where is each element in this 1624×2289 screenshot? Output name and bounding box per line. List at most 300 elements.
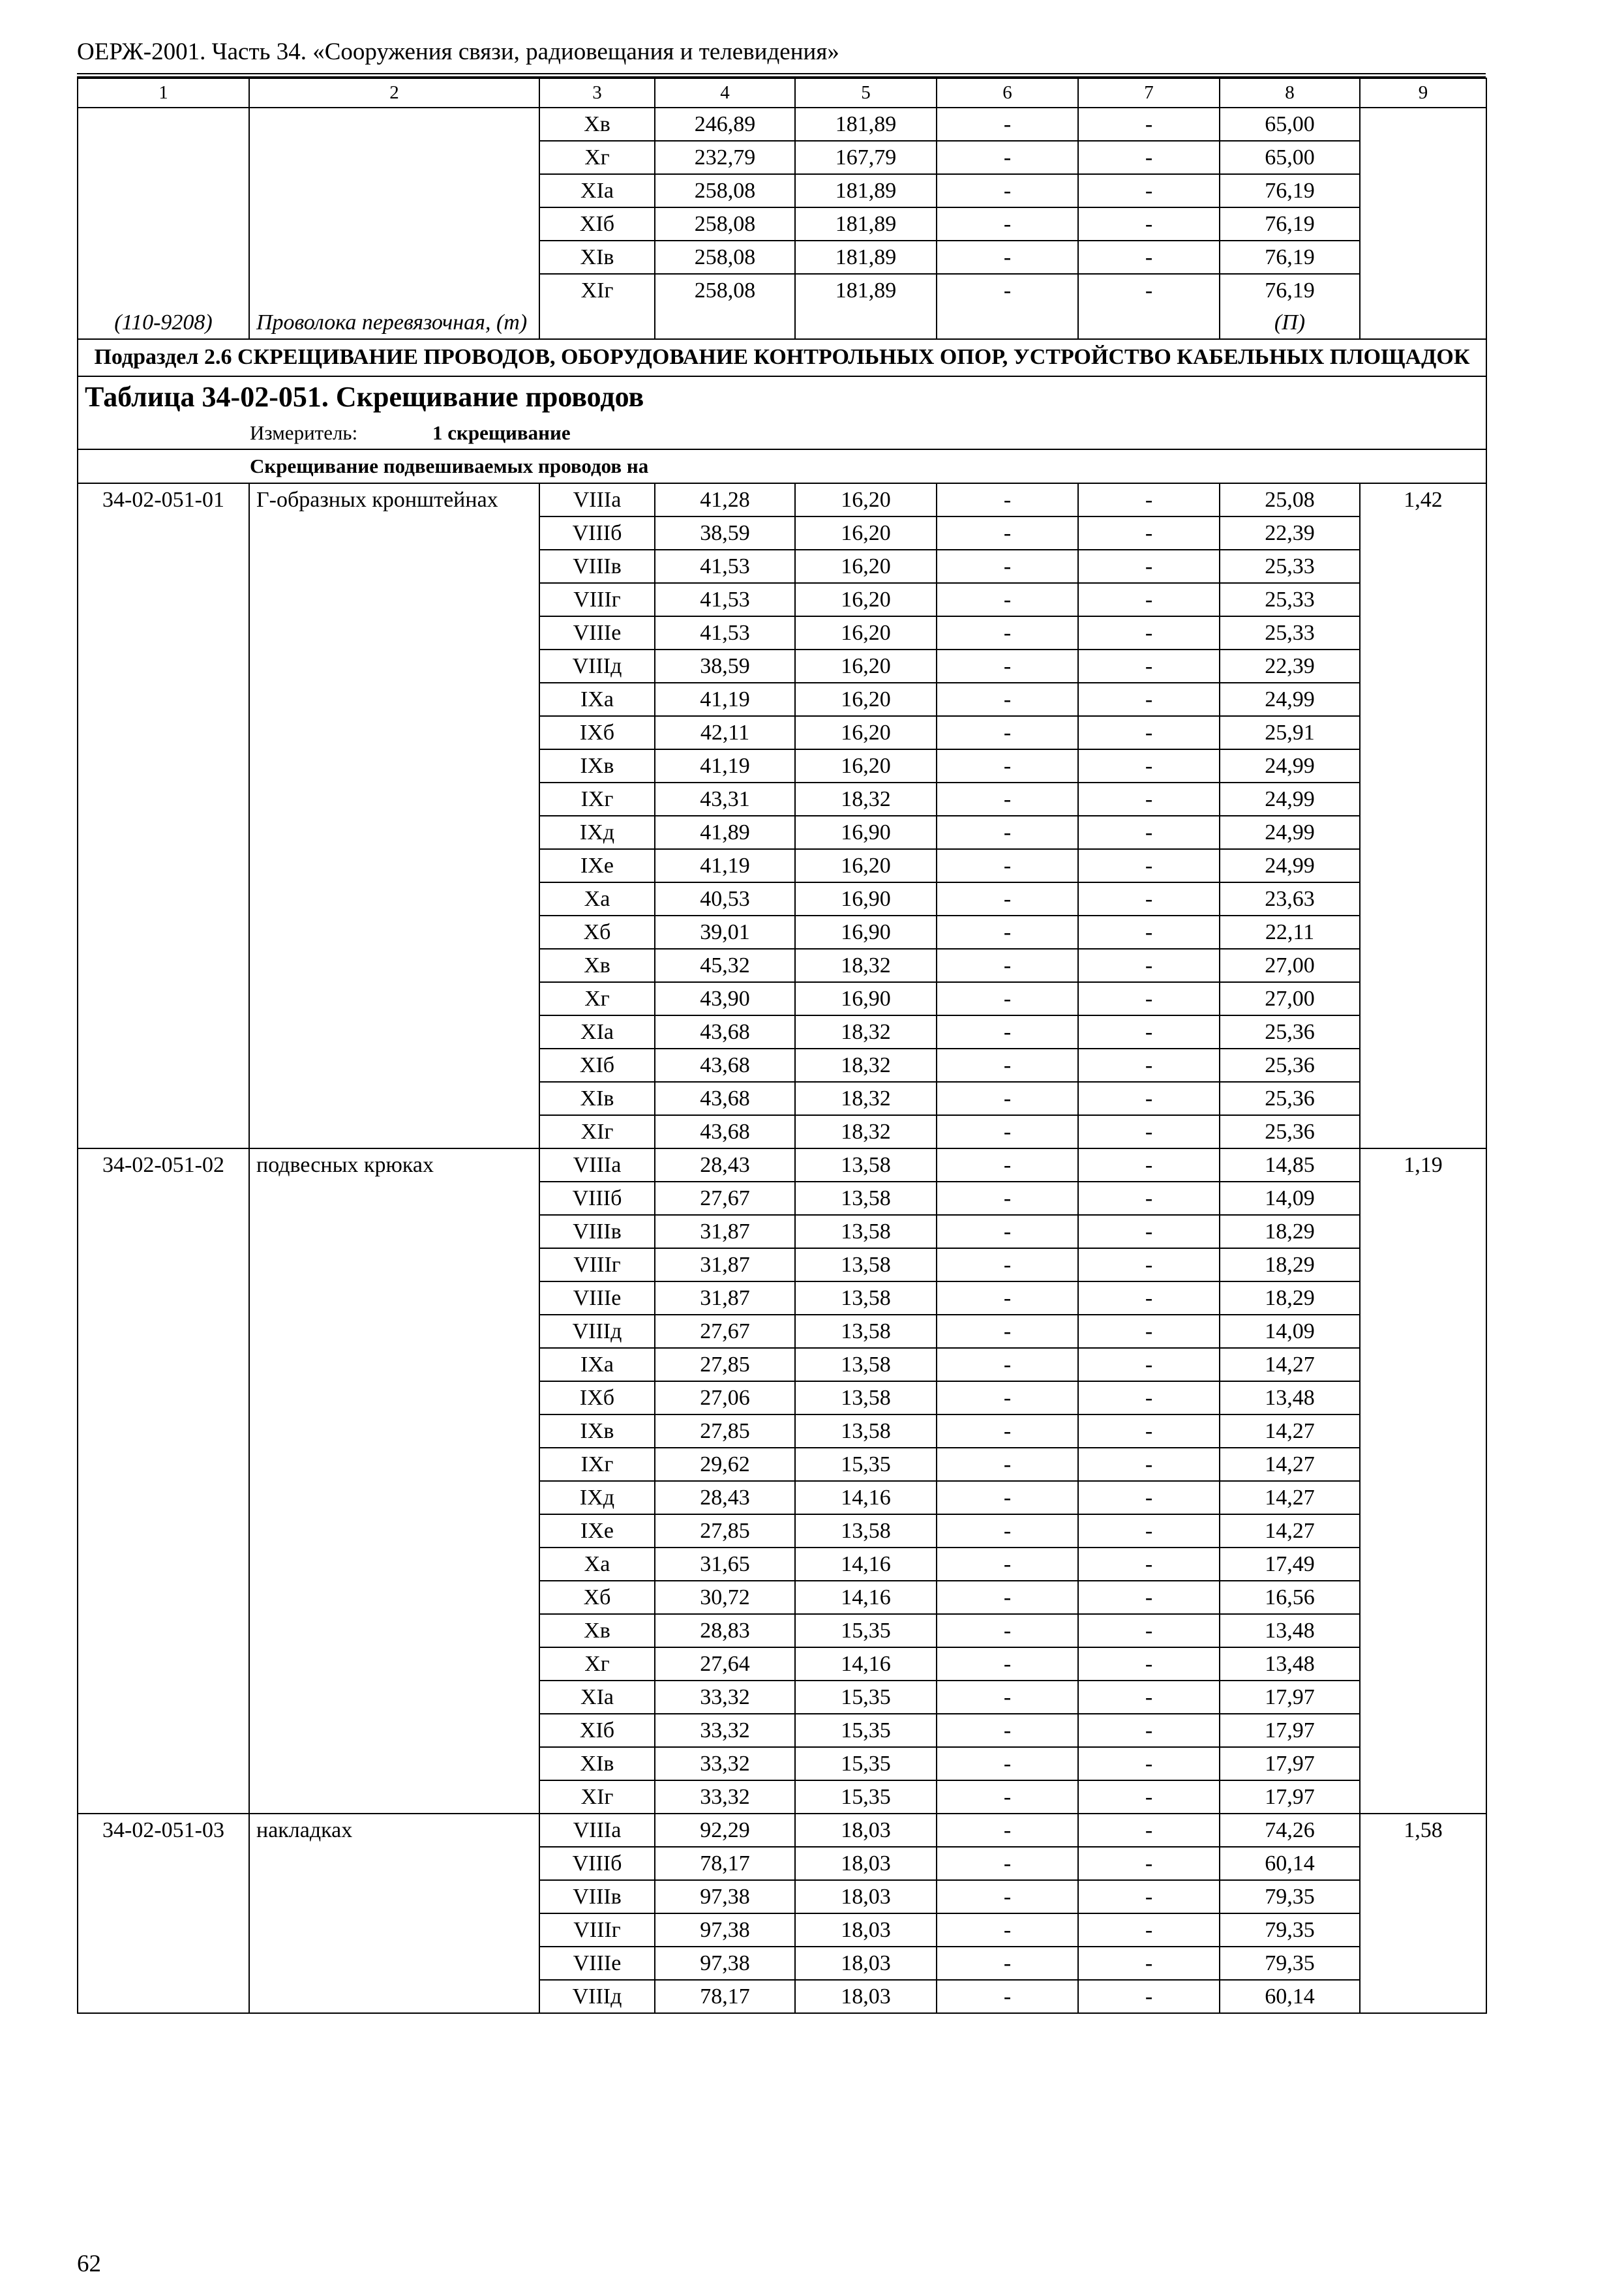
value-cell: 15,35 bbox=[795, 1714, 937, 1747]
value-cell: - bbox=[937, 716, 1078, 749]
value-cell: Ха bbox=[539, 1548, 655, 1581]
value-cell: VIIIг bbox=[539, 1913, 655, 1947]
value-cell: VIIIе bbox=[539, 1281, 655, 1315]
value-cell: 14,27 bbox=[1220, 1481, 1360, 1514]
value-cell: 31,65 bbox=[655, 1548, 795, 1581]
value-cell: - bbox=[937, 1514, 1078, 1548]
value-cell: 18,03 bbox=[795, 1913, 937, 1947]
value-cell: Хг bbox=[539, 1647, 655, 1681]
value-cell: 232,79 bbox=[655, 141, 795, 174]
value-cell: - bbox=[1078, 483, 1220, 516]
value-cell: 24,99 bbox=[1220, 749, 1360, 783]
value-cell: VIIIб bbox=[539, 516, 655, 550]
value-cell: 13,58 bbox=[795, 1148, 937, 1182]
value-cell: - bbox=[1078, 583, 1220, 616]
value-cell: - bbox=[1078, 1747, 1220, 1780]
value-cell: Хв bbox=[539, 108, 655, 141]
value-cell: 13,58 bbox=[795, 1315, 937, 1348]
value-cell: Хб bbox=[539, 916, 655, 949]
value-cell: - bbox=[1078, 716, 1220, 749]
value-cell: 43,68 bbox=[655, 1115, 795, 1148]
value-cell: - bbox=[1078, 650, 1220, 683]
value-cell: - bbox=[937, 816, 1078, 849]
value-cell: - bbox=[1078, 174, 1220, 207]
value-cell: 14,09 bbox=[1220, 1182, 1360, 1215]
value-cell: - bbox=[937, 1348, 1078, 1381]
value-cell: - bbox=[937, 274, 1078, 339]
value-cell: IXд bbox=[539, 816, 655, 849]
value-cell: 13,58 bbox=[795, 1514, 937, 1548]
value-cell: - bbox=[937, 1548, 1078, 1581]
value-cell: - bbox=[1078, 1847, 1220, 1880]
subsection-title: Подраздел 2.6 СКРЕЩИВАНИЕ ПРОВОДОВ, ОБОРУДОВАНИЕ КОНТРОЛЬНЫХ ОПОР, УСТРОЙСТВО КАБЕЛЬНЫХ ПЛОЩАДОК bbox=[78, 339, 1486, 376]
value-cell: - bbox=[937, 783, 1078, 816]
value-cell: - bbox=[1078, 1248, 1220, 1281]
value-cell: 16,20 bbox=[795, 550, 937, 583]
value-cell: VIIIа bbox=[539, 483, 655, 516]
col9-cell bbox=[1360, 108, 1486, 339]
value-cell: 27,85 bbox=[655, 1514, 795, 1548]
value-cell: 18,03 bbox=[795, 1814, 937, 1847]
value-cell: 25,33 bbox=[1220, 550, 1360, 583]
value-cell: 76,19 bbox=[1220, 207, 1360, 241]
value-cell: - bbox=[1078, 550, 1220, 583]
value-cell: 27,85 bbox=[655, 1414, 795, 1448]
value-cell: 17,49 bbox=[1220, 1548, 1360, 1581]
material-name: Проволока перевязочная, (т) bbox=[249, 307, 539, 339]
rates-table bbox=[77, 78, 1487, 2014]
value-cell: 18,32 bbox=[795, 1049, 937, 1082]
value-cell: - bbox=[937, 1281, 1078, 1315]
value-cell: XIг bbox=[539, 1780, 655, 1814]
value-cell: 18,03 bbox=[795, 1847, 937, 1880]
value-cell: - bbox=[1078, 1348, 1220, 1381]
name-cell bbox=[249, 108, 539, 307]
value-cell: - bbox=[1078, 949, 1220, 982]
column-number: 4 bbox=[655, 78, 795, 108]
value-cell: 97,38 bbox=[655, 1947, 795, 1980]
value-cell: - bbox=[937, 1414, 1078, 1448]
value-cell: - bbox=[937, 749, 1078, 783]
value-cell: 28,83 bbox=[655, 1614, 795, 1647]
value-cell: - bbox=[937, 1182, 1078, 1215]
value-cell: - bbox=[937, 174, 1078, 207]
value-cell: 97,38 bbox=[655, 1913, 795, 1947]
value-cell: 13,48 bbox=[1220, 1381, 1360, 1414]
value-cell: 15,35 bbox=[795, 1747, 937, 1780]
value-cell: XIб bbox=[539, 1049, 655, 1082]
header-rule bbox=[77, 73, 1486, 74]
value-cell: 41,28 bbox=[655, 483, 795, 516]
value-cell: 25,36 bbox=[1220, 1015, 1360, 1049]
value-cell: - bbox=[1078, 1414, 1220, 1448]
value-cell: - bbox=[1078, 1381, 1220, 1414]
value-cell: - bbox=[937, 1614, 1078, 1647]
value-cell: 18,29 bbox=[1220, 1281, 1360, 1315]
value-cell: 79,35 bbox=[1220, 1947, 1360, 1980]
value-cell: - bbox=[937, 108, 1078, 141]
value-cell: Хв bbox=[539, 1614, 655, 1647]
value-cell: 76,19 bbox=[1220, 241, 1360, 274]
value-cell: 42,11 bbox=[655, 716, 795, 749]
value-cell: - bbox=[937, 141, 1078, 174]
value-cell: 40,53 bbox=[655, 882, 795, 916]
column-number: 2 bbox=[249, 78, 539, 108]
rate-code: 34-02-051-02 bbox=[78, 1148, 249, 1814]
value-cell: 38,59 bbox=[655, 650, 795, 683]
value-cell: XIв bbox=[539, 241, 655, 274]
value-cell: - bbox=[937, 1049, 1078, 1082]
value-cell: - bbox=[937, 849, 1078, 882]
rate-name: подвесных крюках bbox=[249, 1148, 539, 1814]
value-cell: Хб bbox=[539, 1581, 655, 1614]
value-cell: - bbox=[937, 241, 1078, 274]
value-cell: 18,32 bbox=[795, 949, 937, 982]
table-row bbox=[78, 1148, 1486, 1182]
value-cell: - bbox=[1078, 982, 1220, 1015]
value-cell: VIIIа bbox=[539, 1148, 655, 1182]
value-cell: XIв bbox=[539, 1747, 655, 1780]
value-cell: 41,53 bbox=[655, 616, 795, 650]
value-cell: - bbox=[1078, 1581, 1220, 1614]
table-title: Таблица 34-02-051. Скрещивание проводов bbox=[85, 381, 644, 413]
value-cell: - bbox=[1078, 616, 1220, 650]
value-cell: - bbox=[937, 982, 1078, 1015]
value-cell: - bbox=[937, 1947, 1078, 1980]
value-cell: 14,27 bbox=[1220, 1448, 1360, 1481]
value-cell: VIIIб bbox=[539, 1847, 655, 1880]
value-cell: XIв bbox=[539, 1082, 655, 1115]
value-cell: IXв bbox=[539, 1414, 655, 1448]
value-cell: - bbox=[937, 1780, 1078, 1814]
value-cell: 76,19 bbox=[1220, 174, 1360, 207]
value-cell: - bbox=[937, 483, 1078, 516]
value-cell: 13,58 bbox=[795, 1182, 937, 1215]
col9-value: 1,42 bbox=[1360, 483, 1486, 1148]
value-cell: 17,97 bbox=[1220, 1780, 1360, 1814]
value-cell: 17,97 bbox=[1220, 1714, 1360, 1747]
value-cell: - bbox=[937, 949, 1078, 982]
value-cell: 16,20 bbox=[795, 683, 937, 716]
value-cell: IXг bbox=[539, 783, 655, 816]
value-cell: - bbox=[937, 650, 1078, 683]
value-cell: 92,29 bbox=[655, 1814, 795, 1847]
value-cell: - bbox=[937, 916, 1078, 949]
value-cell: - bbox=[1078, 1514, 1220, 1548]
value-cell: - bbox=[1078, 1049, 1220, 1082]
value-cell: 16,20 bbox=[795, 516, 937, 550]
value-cell: 181,89 bbox=[795, 274, 937, 339]
value-cell: 18,32 bbox=[795, 1115, 937, 1148]
value-cell: - bbox=[937, 1880, 1078, 1913]
measure-label: Измеритель: bbox=[250, 421, 358, 444]
value-cell: 78,17 bbox=[655, 1980, 795, 2013]
value-cell: 23,63 bbox=[1220, 882, 1360, 916]
value-cell: - bbox=[937, 1481, 1078, 1514]
value-cell: 14,16 bbox=[795, 1647, 937, 1681]
value-cell: VIIIа bbox=[539, 1814, 655, 1847]
column-number: 7 bbox=[1078, 78, 1220, 108]
value-cell: - bbox=[937, 616, 1078, 650]
value-cell: 28,43 bbox=[655, 1148, 795, 1182]
value-cell: 167,79 bbox=[795, 141, 937, 174]
rate-name: Г-образных кронштейнах bbox=[249, 483, 539, 1148]
value-cell: 18,03 bbox=[795, 1980, 937, 2013]
value-cell: 16,20 bbox=[795, 483, 937, 516]
value-cell: 43,31 bbox=[655, 783, 795, 816]
value-cell: - bbox=[937, 1448, 1078, 1481]
table-row bbox=[78, 1814, 1486, 1847]
value-cell: 25,33 bbox=[1220, 583, 1360, 616]
value-cell: 31,87 bbox=[655, 1215, 795, 1248]
value-cell: 258,08 bbox=[655, 274, 795, 339]
value-cell: IXа bbox=[539, 683, 655, 716]
value-cell: IXа bbox=[539, 1348, 655, 1381]
value-cell: - bbox=[937, 1714, 1078, 1747]
value-cell: 14,16 bbox=[795, 1581, 937, 1614]
value-cell: 13,58 bbox=[795, 1414, 937, 1448]
value-cell: 33,32 bbox=[655, 1747, 795, 1780]
value-cell: - bbox=[937, 1847, 1078, 1880]
value-cell: 27,64 bbox=[655, 1647, 795, 1681]
value-cell: - bbox=[937, 1681, 1078, 1714]
value-cell: 16,20 bbox=[795, 583, 937, 616]
value-cell: 38,59 bbox=[655, 516, 795, 550]
value-cell: 79,35 bbox=[1220, 1913, 1360, 1947]
value-cell: - bbox=[1078, 516, 1220, 550]
value-cell: 18,32 bbox=[795, 1015, 937, 1049]
value-cell: - bbox=[937, 1913, 1078, 1947]
value-cell: XIа bbox=[539, 1681, 655, 1714]
code-cell bbox=[78, 108, 249, 307]
rate-code: 34-02-051-03 bbox=[78, 1814, 249, 2013]
value-cell: 258,08 bbox=[655, 174, 795, 207]
value-cell: 18,03 bbox=[795, 1947, 937, 1980]
column-number: 9 bbox=[1360, 78, 1486, 108]
value-cell: - bbox=[1078, 1448, 1220, 1481]
value-cell: 22,11 bbox=[1220, 916, 1360, 949]
value-cell: - bbox=[1078, 1714, 1220, 1747]
group-title: Скрещивание подвешиваемых проводов на bbox=[250, 455, 649, 477]
value-cell: 18,32 bbox=[795, 1082, 937, 1115]
value-cell: 181,89 bbox=[795, 174, 937, 207]
col9-value: 1,19 bbox=[1360, 1148, 1486, 1814]
value-cell: 30,72 bbox=[655, 1581, 795, 1614]
value-cell: - bbox=[937, 550, 1078, 583]
value-cell: 13,58 bbox=[795, 1248, 937, 1281]
table-title-row bbox=[78, 376, 1486, 449]
value-cell: XIа bbox=[539, 1015, 655, 1049]
value-cell: IXб bbox=[539, 716, 655, 749]
value-cell: 16,20 bbox=[795, 616, 937, 650]
value-cell: - bbox=[937, 1148, 1078, 1182]
value-cell: - bbox=[1078, 207, 1220, 241]
group-heading-row bbox=[78, 449, 1486, 483]
value-cell: Хг bbox=[539, 141, 655, 174]
value-cell: - bbox=[1078, 816, 1220, 849]
value-cell: - bbox=[1078, 1980, 1220, 2013]
value-cell: 13,48 bbox=[1220, 1647, 1360, 1681]
page-number: 62 bbox=[77, 2251, 101, 2277]
value-cell: 43,68 bbox=[655, 1049, 795, 1082]
value-cell: 16,20 bbox=[795, 650, 937, 683]
value-cell: - bbox=[937, 516, 1078, 550]
value-cell: 16,90 bbox=[795, 816, 937, 849]
column-number: 8 bbox=[1220, 78, 1360, 108]
value-cell: 13,48 bbox=[1220, 1614, 1360, 1647]
value-cell: - bbox=[1078, 749, 1220, 783]
value-cell: 18,32 bbox=[795, 783, 937, 816]
value-cell: - bbox=[937, 1215, 1078, 1248]
value-cell: 14,85 bbox=[1220, 1148, 1360, 1182]
value-cell: - bbox=[1078, 1182, 1220, 1215]
value-cell: VIIIв bbox=[539, 1215, 655, 1248]
value-cell: 24,99 bbox=[1220, 849, 1360, 882]
value-cell: - bbox=[1078, 783, 1220, 816]
value-cell: - bbox=[937, 207, 1078, 241]
value-cell: XIа bbox=[539, 174, 655, 207]
value-cell: 27,85 bbox=[655, 1348, 795, 1381]
value-cell: - bbox=[937, 1980, 1078, 2013]
table-row bbox=[78, 483, 1486, 516]
measure-line bbox=[85, 417, 1479, 449]
value-cell: VIIIг bbox=[539, 1248, 655, 1281]
value-cell: 16,56 bbox=[1220, 1581, 1360, 1614]
value-cell: - bbox=[1078, 108, 1220, 141]
value-cell: 27,00 bbox=[1220, 949, 1360, 982]
value-cell: 41,53 bbox=[655, 550, 795, 583]
value-cell: 13,58 bbox=[795, 1381, 937, 1414]
value-cell: - bbox=[1078, 882, 1220, 916]
value-cell: 15,35 bbox=[795, 1614, 937, 1647]
value-cell: 24,99 bbox=[1220, 783, 1360, 816]
value-cell: 246,89 bbox=[655, 108, 795, 141]
value-cell: 41,89 bbox=[655, 816, 795, 849]
measure-value: 1 скрещивание bbox=[432, 421, 571, 444]
value-cell: 24,99 bbox=[1220, 816, 1360, 849]
value-cell: - bbox=[937, 1248, 1078, 1281]
value-cell: 15,35 bbox=[795, 1681, 937, 1714]
value-cell: - bbox=[1078, 1947, 1220, 1980]
value-cell: 22,39 bbox=[1220, 516, 1360, 550]
value-cell: 14,16 bbox=[795, 1481, 937, 1514]
value-cell: 65,00 bbox=[1220, 141, 1360, 174]
value-cell: 60,14 bbox=[1220, 1980, 1360, 2013]
value-cell: 74,26 bbox=[1220, 1814, 1360, 1847]
value-cell: - bbox=[937, 1315, 1078, 1348]
value-cell: VIIIд bbox=[539, 1980, 655, 2013]
value-cell: - bbox=[1078, 1115, 1220, 1148]
value-cell: 18,29 bbox=[1220, 1215, 1360, 1248]
column-number-row bbox=[78, 78, 1486, 108]
value-cell: - bbox=[1078, 1647, 1220, 1681]
value-cell: 181,89 bbox=[795, 207, 937, 241]
value-cell: 41,19 bbox=[655, 683, 795, 716]
value-cell: 25,36 bbox=[1220, 1049, 1360, 1082]
value-cell: - bbox=[1078, 1082, 1220, 1115]
value-cell: - bbox=[1078, 849, 1220, 882]
value-cell: 27,00 bbox=[1220, 982, 1360, 1015]
value-cell: 24,99 bbox=[1220, 683, 1360, 716]
value-cell: - bbox=[937, 1747, 1078, 1780]
value-cell: 258,08 bbox=[655, 241, 795, 274]
column-number: 3 bbox=[539, 78, 655, 108]
value-cell: - bbox=[1078, 1814, 1220, 1847]
value-cell: - bbox=[1078, 1880, 1220, 1913]
value-cell: 17,97 bbox=[1220, 1747, 1360, 1780]
value-cell: - bbox=[1078, 1780, 1220, 1814]
value-cell: - bbox=[1078, 1481, 1220, 1514]
value-cell: 33,32 bbox=[655, 1714, 795, 1747]
value-cell: 28,43 bbox=[655, 1481, 795, 1514]
value-cell: - bbox=[937, 1647, 1078, 1681]
value-cell: IXг bbox=[539, 1448, 655, 1481]
value-cell: 27,67 bbox=[655, 1315, 795, 1348]
material-code: (110-9208) bbox=[78, 307, 249, 339]
value-cell: - bbox=[1078, 1215, 1220, 1248]
value-cell: XIб bbox=[539, 207, 655, 241]
page-header: ОЕРЖ-2001. Часть 34. «Сооружения связи, радиовещания и телевидения» bbox=[77, 38, 839, 65]
value-cell: 41,19 bbox=[655, 749, 795, 783]
value-cell: 181,89 bbox=[795, 108, 937, 141]
value-cell: 181,89 bbox=[795, 241, 937, 274]
value-cell: 16,90 bbox=[795, 982, 937, 1015]
material-qty: (П) bbox=[1220, 307, 1360, 339]
value-cell: - bbox=[1078, 1681, 1220, 1714]
group-heading-cell bbox=[78, 449, 1486, 483]
value-cell: - bbox=[1078, 141, 1220, 174]
column-number: 5 bbox=[795, 78, 937, 108]
value-cell: - bbox=[937, 1015, 1078, 1049]
value-cell: 16,20 bbox=[795, 749, 937, 783]
value-cell: 18,03 bbox=[795, 1880, 937, 1913]
value-cell: 16,20 bbox=[795, 716, 937, 749]
value-cell: 27,06 bbox=[655, 1381, 795, 1414]
table-body bbox=[78, 78, 1486, 2013]
value-cell: VIIIе bbox=[539, 1947, 655, 1980]
value-cell: - bbox=[1078, 1281, 1220, 1315]
value-cell: IXе bbox=[539, 849, 655, 882]
value-cell: 45,32 bbox=[655, 949, 795, 982]
subsection-row bbox=[78, 339, 1486, 376]
value-cell: 13,58 bbox=[795, 1215, 937, 1248]
value-cell: 16,90 bbox=[795, 882, 937, 916]
value-cell: 33,32 bbox=[655, 1780, 795, 1814]
value-cell: 41,19 bbox=[655, 849, 795, 882]
value-cell: - bbox=[1078, 241, 1220, 274]
value-cell: - bbox=[937, 1082, 1078, 1115]
value-cell: 33,32 bbox=[655, 1681, 795, 1714]
table-row bbox=[78, 108, 1486, 141]
column-number: 6 bbox=[937, 78, 1078, 108]
value-cell: VIIIд bbox=[539, 650, 655, 683]
value-cell: 78,17 bbox=[655, 1847, 795, 1880]
value-cell: XIг bbox=[539, 274, 655, 307]
value-cell: 25,36 bbox=[1220, 1082, 1360, 1115]
value-cell: - bbox=[1078, 1614, 1220, 1647]
value-cell: 17,97 bbox=[1220, 1681, 1360, 1714]
value-cell: IXб bbox=[539, 1381, 655, 1414]
value-cell: VIIIе bbox=[539, 616, 655, 650]
value-cell: 25,08 bbox=[1220, 483, 1360, 516]
value-cell: 43,68 bbox=[655, 1015, 795, 1049]
value-cell: 31,87 bbox=[655, 1248, 795, 1281]
value-cell: 14,09 bbox=[1220, 1315, 1360, 1348]
rate-name: накладках bbox=[249, 1814, 539, 2013]
value-cell: - bbox=[1078, 1315, 1220, 1348]
value-cell: VIIIг bbox=[539, 583, 655, 616]
table-title-cell bbox=[78, 376, 1486, 449]
